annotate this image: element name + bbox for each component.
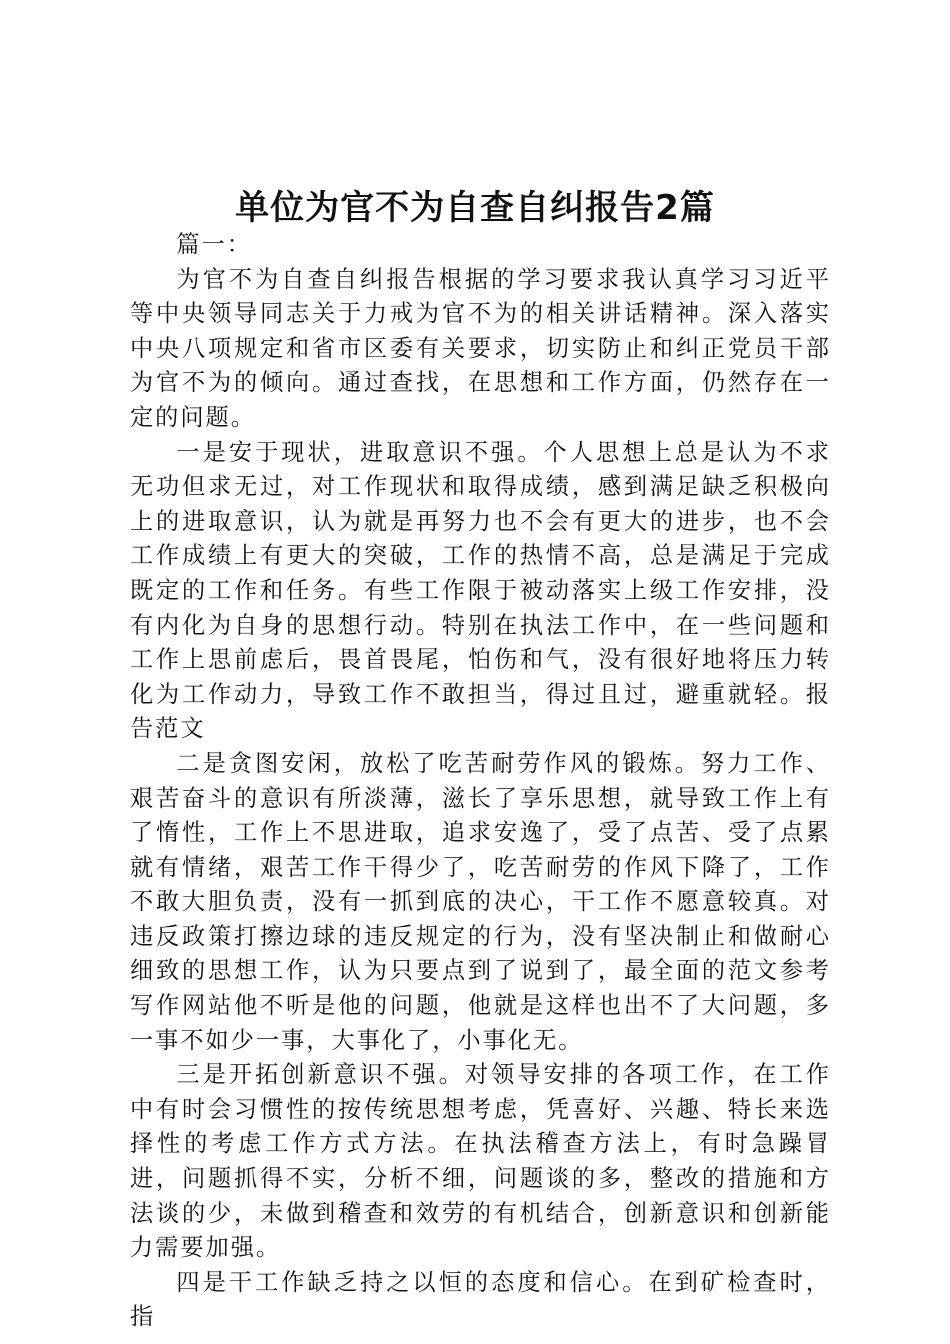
document-body: [130, 228, 831, 1335]
paragraph-intro: 为官不为自查自纠报告根据的学习要求我认真学习习近平等中央领导同志关于力戒为官不为的相关讲话精神。深入落实中央八项规定和省市区委有关要求，切实防止和纠正党员干部为官不为的倾向。通过查找，在思想和工作方面，仍然存在一定的问题。: [130, 265, 831, 431]
paragraph-point-4: 四是干工作缺乏持之以恒的态度和信心。在到矿检查时，指: [130, 1268, 831, 1331]
paragraph-point-1: 一是安于现状，进取意识不强。个人思想上总是认为不求无功但求无过，对工作现状和取得成绩，感到满足缺乏积极向上的进取意识，认为就是再努力也不会有更大的进步，也不会工作成绩上有更大的突破，工作的热情不高，总是满足于完成既定的工作和任务。有些工作限于被动落实上级工作安排，没有内化为自身的思想行动。特别在执法工作中，在一些问题和工作上思前虑后，畏首畏尾，怕伤和气，没有很好地将压力转化为工作动力，导致工作不敢担当，得过且过，避重就轻。报告范文: [130, 438, 831, 743]
section-heading: 篇一：: [176, 231, 252, 258]
paragraph-point-2: 二是贪图安闲，放松了吃苦耐劳作风的锻炼。努力工作、艰苦奋斗的意识有所淡薄，滋长了享乐思想，就导致工作上有了惰性，工作上不思进取，追求安逸了，受了点苦、受了点累就有情绪，艰苦工作干得少了，吃苦耐劳的作风下降了，工作不敢大胆负责，没有一抓到底的决心，干工作不愿意较真。对违反政策打擦边球的违反规定的行为，没有坚决制止和做耐心细致的思想工作，认为只要点到了说到了，最全面的范文参考写作网站他不听是他的问题，他就是这样也出不了大问题，多一事不如少一事，大事化了，小事化无。: [130, 749, 831, 1054]
document-title: 单位为官不为自查自纠报告2篇: [235, 188, 715, 228]
paragraph-point-3: 三是开拓创新意识不强。对领导安排的各项工作，在工作中有时会习惯性的按传统思想考虑，凭喜好、兴趣、特长来选择性的考虑工作方式方法。在执法稽查方法上，有时急躁冒进，问题抓得不实，分析不细，问题谈的多，整改的措施和方法谈的少，未做到稽查和效劳的有机结合，创新意识和创新能力需要加强。: [130, 1061, 831, 1262]
